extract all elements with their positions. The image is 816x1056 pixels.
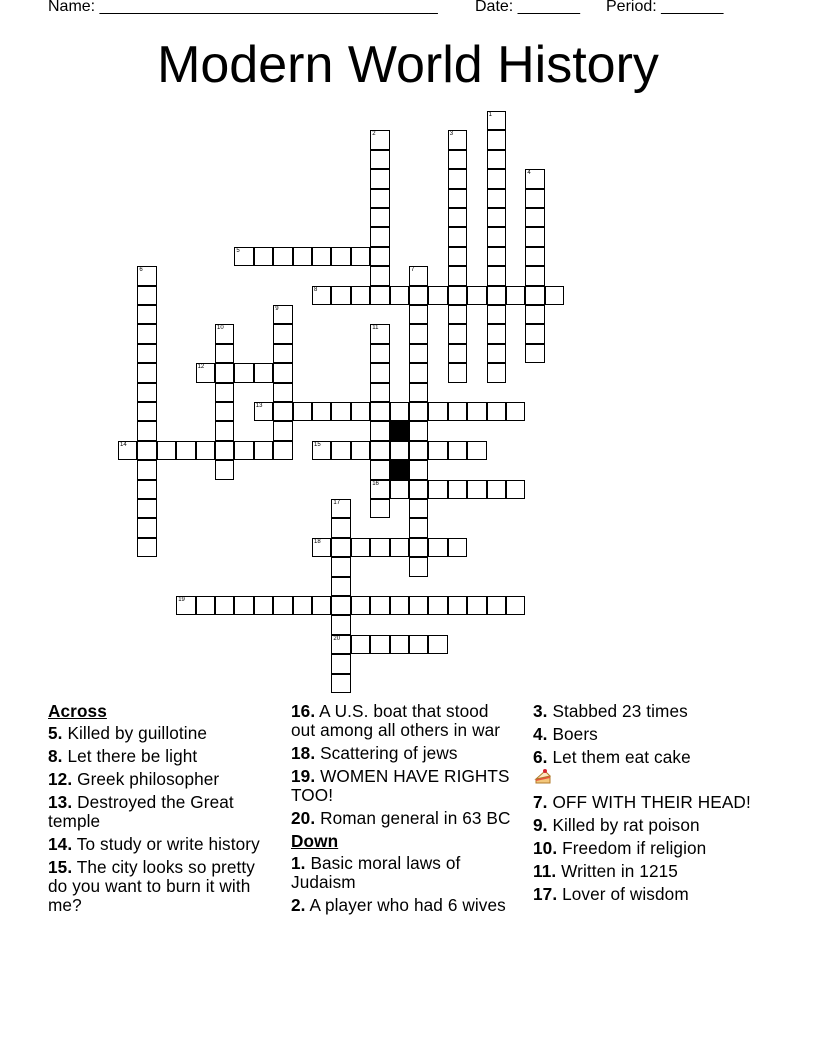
across-clue: 15. The city looks so pretty do you want to burn it with me? — [48, 857, 255, 915]
crossword-cell[interactable] — [273, 596, 292, 615]
crossword-cell[interactable] — [215, 344, 234, 363]
crossword-cell[interactable] — [351, 441, 370, 460]
crossword-cell[interactable] — [487, 480, 506, 499]
down-clue: 7. OFF WITH THEIR HEAD! — [533, 792, 751, 812]
across-clue: 16. A U.S. boat that stood out among all others in war — [291, 701, 501, 740]
crossword-cell[interactable] — [293, 247, 312, 266]
down-clue: 17. Lover of wisdom — [533, 884, 689, 904]
down-clue: 1. Basic moral laws of Judaism — [291, 853, 461, 892]
crossword-cell[interactable] — [448, 363, 467, 382]
crossword-cell[interactable] — [428, 286, 447, 305]
crossword-cell[interactable] — [448, 266, 467, 285]
crossword-cell[interactable] — [370, 499, 389, 518]
crossword-cell[interactable] — [409, 383, 428, 402]
name-field-label[interactable]: Name: ______________________________________ — [48, 0, 438, 15]
clue-number-label: 9 — [275, 306, 279, 312]
clue-number-label: 12 — [197, 364, 205, 371]
clue-number-label: 7 — [411, 267, 415, 274]
crossword-cell[interactable] — [331, 557, 350, 576]
crossword-cell[interactable] — [312, 247, 331, 266]
crossword-cell[interactable] — [331, 674, 350, 693]
crossword-cell[interactable] — [137, 305, 156, 324]
clue-number-label: 1 — [488, 112, 492, 118]
black-block-cell — [390, 460, 409, 479]
crossword-cell[interactable] — [137, 480, 156, 499]
crossword-cell[interactable] — [525, 227, 544, 246]
down-clue: 10. Freedom if religion — [533, 838, 707, 858]
crossword-cell[interactable] — [390, 538, 409, 557]
down-clue: 9. Killed by rat poison — [533, 815, 700, 835]
crossword-cell[interactable] — [273, 441, 292, 460]
crossword-cell[interactable] — [409, 421, 428, 440]
crossword-cell[interactable] — [157, 441, 176, 460]
cake-emoji-icon — [533, 767, 553, 789]
clue-number-label: 14 — [120, 441, 127, 448]
crossword-cell[interactable] — [273, 363, 292, 382]
crossword-cell[interactable] — [448, 305, 467, 324]
across-clue: 14. To study or write history — [48, 834, 260, 854]
date-field-label[interactable]: Date: _______ — [475, 0, 580, 15]
crossword-cell[interactable] — [370, 383, 389, 402]
across-clue: 8. Let there be light — [48, 746, 198, 766]
crossword-cell[interactable] — [293, 596, 312, 615]
crossword-cell[interactable] — [525, 286, 544, 305]
crossword-cell[interactable] — [273, 402, 292, 421]
crossword-cell[interactable] — [273, 344, 292, 363]
crossword-cell[interactable] — [331, 247, 350, 266]
crossword-cell[interactable] — [487, 247, 506, 266]
across-heading: Across — [48, 701, 107, 721]
crossword-cell[interactable] — [448, 324, 467, 343]
crossword-cell[interactable] — [370, 189, 389, 208]
crossword-cell[interactable] — [137, 383, 156, 402]
crossword-cell[interactable] — [448, 596, 467, 615]
crossword-cell[interactable] — [428, 402, 447, 421]
crossword-cell[interactable] — [487, 402, 506, 421]
page-title: Modern World History — [157, 36, 659, 94]
clue-number-label: 11 — [372, 325, 379, 332]
crossword-cell[interactable] — [331, 441, 350, 460]
crossword-cell[interactable] — [331, 577, 350, 596]
crossword-cell[interactable] — [370, 421, 389, 440]
crossword-cell[interactable] — [293, 402, 312, 421]
crossword-cell[interactable] — [351, 635, 370, 654]
down-clue: 3. Stabbed 23 times — [533, 701, 688, 721]
crossword-cell[interactable] — [390, 402, 409, 421]
crossword-cell[interactable] — [428, 480, 447, 499]
crossword-cell[interactable] — [409, 538, 428, 557]
crossword-cell[interactable] — [545, 286, 564, 305]
crossword-cell[interactable] — [196, 363, 215, 382]
clue-number-label: 17 — [333, 500, 341, 506]
clue-number-label: 19 — [178, 597, 185, 603]
crossword-cell[interactable] — [390, 286, 409, 305]
crossword-cell[interactable] — [370, 460, 389, 479]
crossword-cell[interactable] — [215, 402, 234, 421]
across-clue: 18. Scattering of jews — [291, 743, 458, 763]
crossword-cell[interactable] — [409, 518, 428, 537]
crossword-cell[interactable] — [409, 557, 428, 576]
crossword-cell[interactable] — [428, 596, 447, 615]
crossword-cell[interactable] — [370, 247, 389, 266]
crossword-cell[interactable] — [137, 402, 156, 421]
crossword-cell[interactable] — [525, 189, 544, 208]
crossword-cell[interactable] — [525, 305, 544, 324]
crossword-cell[interactable] — [409, 286, 428, 305]
crossword-cell[interactable] — [487, 169, 506, 188]
crossword-cell[interactable] — [137, 499, 156, 518]
crossword-cell[interactable] — [254, 363, 273, 382]
crossword-cell[interactable] — [409, 460, 428, 479]
crossword-cell[interactable] — [409, 480, 428, 499]
crossword-cell[interactable] — [351, 402, 370, 421]
crossword-cell[interactable] — [254, 247, 273, 266]
crossword-cell[interactable] — [273, 247, 292, 266]
crossword-cell[interactable] — [467, 441, 486, 460]
crossword-cell[interactable] — [312, 286, 331, 305]
crossword-cell[interactable] — [487, 150, 506, 169]
clue-number-label: 4 — [527, 170, 531, 177]
crossword-cell[interactable] — [137, 286, 156, 305]
crossword-cell[interactable] — [351, 538, 370, 557]
crossword-cell[interactable] — [487, 189, 506, 208]
across-clue: 13. Destroyed the Great temple — [48, 792, 234, 831]
crossword-cell[interactable] — [351, 596, 370, 615]
crossword-cell[interactable] — [467, 402, 486, 421]
crossword-cell[interactable] — [331, 596, 350, 615]
crossword-cell[interactable] — [370, 635, 389, 654]
crossword-cell[interactable] — [525, 266, 544, 285]
crossword-cell[interactable] — [409, 363, 428, 382]
crossword-cell[interactable] — [525, 169, 544, 188]
crossword-cell[interactable] — [331, 402, 350, 421]
crossword-cell[interactable] — [448, 247, 467, 266]
crossword-cell[interactable] — [137, 344, 156, 363]
crossword-cell[interactable] — [467, 286, 486, 305]
crossword-cell[interactable] — [448, 150, 467, 169]
crossword-cell[interactable] — [370, 266, 389, 285]
crossword-cell[interactable] — [448, 344, 467, 363]
crossword-cell[interactable] — [273, 305, 292, 324]
crossword-cell[interactable] — [506, 286, 525, 305]
crossword-cell[interactable] — [506, 480, 525, 499]
down-clue: 11. Written in 1215 — [533, 861, 678, 881]
clue-number-label: 8 — [314, 286, 318, 293]
crossword-cell[interactable] — [390, 596, 409, 615]
crossword-cell[interactable] — [312, 538, 331, 557]
crossword-cell[interactable] — [487, 305, 506, 324]
clue-number-label: 15 — [314, 441, 321, 448]
crossword-cell[interactable] — [234, 247, 253, 266]
crossword-cell[interactable] — [254, 596, 273, 615]
crossword-cell[interactable] — [215, 324, 234, 343]
crossword-cell[interactable] — [215, 421, 234, 440]
crossword-cell[interactable] — [428, 635, 447, 654]
clue-number-label: 13 — [255, 403, 263, 409]
crossword-cell[interactable] — [506, 596, 525, 615]
crossword-cell[interactable] — [370, 324, 389, 343]
crossword-cell[interactable] — [487, 324, 506, 343]
crossword-cell[interactable] — [370, 344, 389, 363]
clue-column-1 — [48, 702, 278, 919]
crossword-cell[interactable] — [409, 596, 428, 615]
clue-number-label: 5 — [236, 247, 240, 254]
down-clue: 2. A player who had 6 wives — [291, 895, 506, 915]
crossword-cell[interactable] — [409, 324, 428, 343]
crossword-cell[interactable] — [390, 441, 409, 460]
crossword-cell[interactable] — [487, 286, 506, 305]
crossword-cell[interactable] — [448, 402, 467, 421]
crossword-cell[interactable] — [312, 441, 331, 460]
crossword-cell[interactable] — [448, 227, 467, 246]
crossword-cell[interactable] — [331, 518, 350, 537]
crossword-cell[interactable] — [370, 227, 389, 246]
crossword-cell[interactable] — [487, 596, 506, 615]
crossword-cell[interactable] — [196, 441, 215, 460]
clue-number-label: 3 — [449, 131, 454, 138]
crossword-cell[interactable] — [176, 441, 195, 460]
crossword-cell[interactable] — [525, 247, 544, 266]
down-heading: Down — [291, 831, 339, 851]
crossword-cell[interactable] — [196, 596, 215, 615]
crossword-cell[interactable] — [234, 441, 253, 460]
crossword-cell[interactable] — [448, 480, 467, 499]
crossword-cell[interactable] — [137, 266, 156, 285]
crossword-cell[interactable] — [467, 596, 486, 615]
crossword-cell[interactable] — [312, 402, 331, 421]
crossword-cell[interactable] — [254, 402, 273, 421]
crossword-cell[interactable] — [428, 538, 447, 557]
crossword-cell[interactable] — [137, 441, 156, 460]
crossword-cell[interactable] — [215, 460, 234, 479]
crossword-cell[interactable] — [137, 324, 156, 343]
crossword-cell[interactable] — [137, 538, 156, 557]
crossword-cell[interactable] — [448, 169, 467, 188]
crossword-cell[interactable] — [448, 441, 467, 460]
crossword-cell[interactable] — [370, 441, 389, 460]
crossword-cell[interactable] — [234, 363, 253, 382]
crossword-cell[interactable] — [137, 421, 156, 440]
crossword-cell[interactable] — [487, 208, 506, 227]
clue-number-label: 18 — [314, 538, 321, 545]
black-block-cell — [390, 421, 409, 440]
crossword-cell[interactable] — [487, 130, 506, 149]
crossword-cell[interactable] — [525, 324, 544, 343]
across-clue: 5. Killed by guillotine — [48, 723, 208, 743]
crossword-cell[interactable] — [370, 363, 389, 382]
down-clue: 6. Let them eat cake — [533, 748, 773, 789]
crossword-cell[interactable] — [390, 480, 409, 499]
crossword-cell[interactable] — [487, 227, 506, 246]
across-clue: 20. Roman general in 63 BC — [291, 808, 511, 828]
crossword-cell[interactable] — [409, 635, 428, 654]
crossword-cell[interactable] — [448, 189, 467, 208]
crossword-cell[interactable] — [525, 208, 544, 227]
crossword-cell[interactable] — [273, 324, 292, 343]
crossword-cell[interactable] — [487, 363, 506, 382]
crossword-cell[interactable] — [370, 286, 389, 305]
crossword-cell[interactable] — [331, 654, 350, 673]
clue-column-2 — [291, 702, 511, 919]
crossword-cell[interactable] — [312, 596, 331, 615]
crossword-cell[interactable] — [351, 286, 370, 305]
crossword-cell[interactable] — [390, 635, 409, 654]
clue-column-3 — [533, 702, 773, 908]
crossword-cell[interactable] — [137, 518, 156, 537]
crossword-cell[interactable] — [409, 305, 428, 324]
crossword-cell[interactable] — [215, 363, 234, 382]
crossword-cell[interactable] — [448, 538, 467, 557]
crossword-cell[interactable] — [331, 538, 350, 557]
crossword-cell[interactable] — [409, 441, 428, 460]
crossword-cell[interactable] — [137, 363, 156, 382]
crossword-cell[interactable] — [409, 499, 428, 518]
crossword-cell[interactable] — [331, 499, 350, 518]
crossword-cell[interactable] — [331, 635, 350, 654]
crossword-cell[interactable] — [428, 441, 447, 460]
crossword-cell[interactable] — [118, 441, 137, 460]
crossword-cell[interactable] — [370, 480, 389, 499]
crossword-cell[interactable] — [137, 460, 156, 479]
crossword-cell[interactable] — [370, 150, 389, 169]
crossword-cell[interactable] — [331, 286, 350, 305]
period-field-label[interactable]: Period: _______ — [606, 0, 724, 15]
across-clue: 12. Greek philosopher — [48, 769, 220, 789]
crossword-cell[interactable] — [370, 596, 389, 615]
crossword-cell[interactable] — [525, 344, 544, 363]
down-clue: 4. Boers — [533, 724, 598, 744]
crossword-cell[interactable] — [467, 480, 486, 499]
crossword-cell[interactable] — [487, 344, 506, 363]
crossword-cell[interactable] — [448, 286, 467, 305]
clue-number-label: 10 — [217, 325, 224, 332]
clue-number-label: 6 — [139, 267, 143, 274]
crossword-cell[interactable] — [254, 441, 273, 460]
across-clue: 19. WOMEN HAVE RIGHTS TOO! — [291, 766, 510, 805]
crossword-cell[interactable] — [448, 130, 467, 149]
clue-number-label: 20 — [333, 635, 341, 642]
crossword-cell[interactable] — [487, 111, 506, 130]
crossword-cell[interactable] — [331, 615, 350, 634]
crossword-cell[interactable] — [506, 402, 525, 421]
crossword-cell[interactable] — [370, 208, 389, 227]
crossword-cell[interactable] — [409, 344, 428, 363]
clue-number-label: 2 — [372, 131, 376, 138]
crossword-cell[interactable] — [487, 266, 506, 285]
crossword-cell[interactable] — [370, 130, 389, 149]
clue-number-label: 16 — [372, 480, 379, 487]
crossword-cell[interactable] — [215, 383, 234, 402]
crossword-cell[interactable] — [215, 596, 234, 615]
crossword-cell[interactable] — [370, 538, 389, 557]
crossword-cell[interactable] — [370, 402, 389, 421]
crossword-cell[interactable] — [215, 441, 234, 460]
crossword-cell[interactable] — [409, 402, 428, 421]
crossword-cell[interactable] — [409, 266, 428, 285]
crossword-cell[interactable] — [176, 596, 195, 615]
crossword-cell[interactable] — [448, 208, 467, 227]
crossword-cell[interactable] — [234, 596, 253, 615]
crossword-cell[interactable] — [351, 247, 370, 266]
crossword-cell[interactable] — [273, 421, 292, 440]
crossword-cell[interactable] — [370, 169, 389, 188]
crossword-cell[interactable] — [273, 383, 292, 402]
